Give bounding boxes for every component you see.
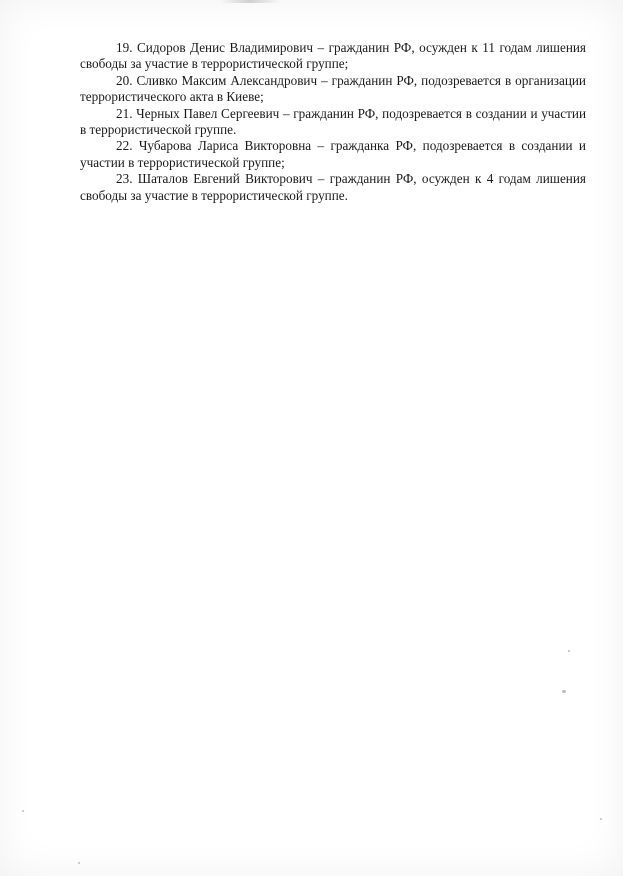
scan-speck [22,810,24,812]
list-item-20: 20. Сливко Максим Александрович – гражданин РФ, подозревается в организации террористического акта в Киеве; [80,72,586,105]
scan-speck [78,862,80,864]
list-item-21: 21. Черных Павел Сергеевич – гражданин РФ, подозревается в создании и участии в террористической группе. [80,105,586,138]
scan-speck [568,650,570,652]
document-text-block [80,40,586,204]
list-item-22: 22. Чубарова Лариса Викторовна – гражданка РФ, подозревается в создании и участии в террористической группе; [80,138,586,170]
scan-speck [562,690,566,693]
list-item-19: 19. Сидоров Денис Владимирович – гражданин РФ, осужден к 11 годам лишения свободы за участие в террористической группе; [80,40,586,72]
scan-edge-shadow [220,0,280,3]
list-item-23: 23. Шаталов Евгений Викторович – гражданин РФ, осужден к 4 годам лишения свободы за участие в террористической группе. [80,171,586,203]
scan-speck [600,818,602,820]
